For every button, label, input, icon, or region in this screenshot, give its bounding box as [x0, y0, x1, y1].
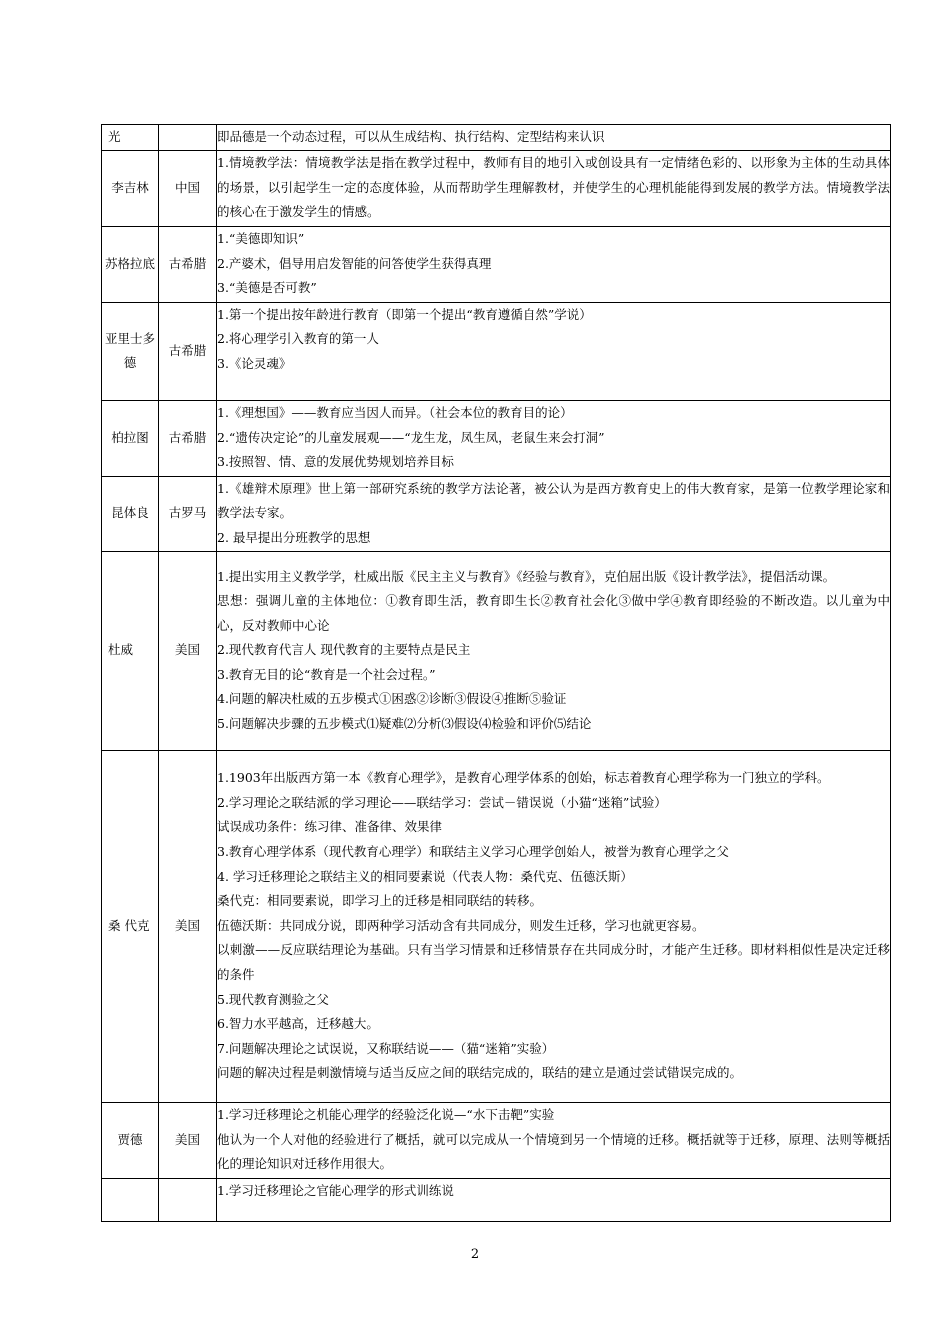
contribution-line: 6.智力水平越高，迁移越大。: [217, 1016, 379, 1032]
contribution-line: 2.产婆术，倡导用启发智能的问答使学生获得真理: [217, 255, 492, 271]
educator-name: 昆体良: [102, 476, 159, 551]
educator-name: 杜威: [102, 551, 159, 750]
contribution-line: 3.教育心理学体系（现代教育心理学）和联结主义学习心理学创始人，被誉为教育心理学之父: [217, 844, 729, 860]
contribution-line: 1.第一个提出按年龄进行教育（即第一个提出“教育遵循自然”学说）: [217, 306, 592, 322]
contribution-line: 1.“美德即知识”: [217, 231, 305, 247]
educators-table: [101, 124, 891, 1222]
educator-country: [159, 1178, 217, 1221]
contribution-line: 3.按照智、情、意的发展优势规划培养目标: [217, 454, 454, 470]
table-row: [102, 125, 891, 151]
educator-contributions: [217, 750, 891, 1102]
contribution-line: 1.1903年出版西方第一本《教育心理学》，是教育心理学体系的创始，标志着教育心理学称为一门独立的学科。: [217, 770, 830, 786]
educator-country: 古希腊: [159, 400, 217, 476]
educator-name: 苏格拉底: [102, 226, 159, 302]
contribution-line: 1.学习迁移理论之机能心理学的经验泛化说—“水下击靶”实验: [217, 1107, 555, 1123]
educator-name: 柏拉图: [102, 400, 159, 476]
educator-contributions: [217, 226, 891, 302]
contribution-line: 1.《理想国》——教育应当因人而异。（社会本位的教育目的论）: [217, 405, 573, 421]
educator-contributions: [217, 400, 891, 476]
contribution-line: 他认为一个人对他的经验进行了概括，就可以完成从一个情境到另一个情境的迁移。概括就等于迁移，原理、法则等概括化的理论知识对迁移作用很大。: [217, 1131, 890, 1172]
contribution-line: 2.将心理学引入教育的第一人: [217, 331, 379, 347]
educator-name: 贾德: [102, 1102, 159, 1178]
contribution-line: 1.学习迁移理论之官能心理学的形式训练说: [217, 1182, 454, 1198]
educator-country: 古希腊: [159, 302, 217, 400]
educator-contributions: [217, 1178, 891, 1221]
educator-name: 桑 代克: [102, 750, 159, 1102]
table-row: [102, 1178, 891, 1221]
educator-contributions: [217, 1102, 891, 1178]
contribution-line: 1.提出实用主义教学学，杜威出版《民主主义与教育》《经验与教育》，克伯屈出版《设计教学法》，提倡活动课。: [217, 568, 836, 584]
contribution-line: 1.情境教学法：情境教学法是指在教学过程中，教师有目的地引入或创设具有一定情绪色彩的、以形象为主体的生动具体的场景，以引起学生一定的态度体验，从而帮助学生理解教材，并使学生的心理机能能得到发展的教学方法。情境教学法的核心在于激发学生的情感。: [217, 155, 890, 220]
educator-country: [159, 125, 217, 151]
educator-country: 古罗马: [159, 476, 217, 551]
contribution-line: 5.现代教育测验之父: [217, 991, 329, 1007]
table-row: [102, 302, 891, 400]
table-row: [102, 750, 891, 1102]
table-row: [102, 476, 891, 551]
contribution-line: 2. 最早提出分班教学的思想: [217, 529, 371, 545]
table-row: [102, 551, 891, 750]
contribution-line: 即品德是一个动态过程，可以从生成结构、执行结构、定型结构来认识: [217, 129, 605, 144]
educator-name: 李吉林: [102, 150, 159, 226]
contribution-line: 思想：强调儿童的主体地位：①教育即生活，教育即生长②教育社会化③做中学④教育即经验的不断改造。以儿童为中心，反对教师中心论: [217, 593, 890, 633]
table-body: [102, 125, 891, 1222]
educator-name: [102, 1178, 159, 1221]
educator-contributions: [217, 302, 891, 400]
table-row: [102, 226, 891, 302]
educator-contributions: [217, 150, 891, 226]
contribution-line: 桑代克：相同要素说，即学习上的迁移是相同联结的转移。: [217, 893, 543, 909]
educator-contributions: [217, 476, 891, 551]
educator-country: 中国: [159, 150, 217, 226]
contribution-line: 试误成功条件：练习律、准备律、效果律: [217, 819, 443, 835]
contribution-line: 2.学习理论之联结派的学习理论——联结学习：尝试－错误说（小猫“迷箱”试验）: [217, 794, 667, 810]
educator-country: 美国: [159, 1102, 217, 1178]
educator-country: 古希腊: [159, 226, 217, 302]
educator-country: 美国: [159, 750, 217, 1102]
contribution-line: 3.《论灵魂》: [217, 355, 292, 371]
contribution-line: 2.“遗传决定论”的儿童发展观——“龙生龙，凤生凤，老鼠生来会打洞”: [217, 429, 605, 445]
contribution-line: 2.现代教育代言人 现代教育的主要特点是民主: [217, 642, 471, 658]
contribution-line: 3.教育无目的论“教育是一个社会过程。”: [217, 666, 436, 682]
contribution-line: 1.《雄辩术原理》世上第一部研究系统的教学方法论著，被公认为是西方教育史上的伟大教育家，是第一位教学理论家和教学法专家。: [217, 480, 890, 521]
educator-contributions: [217, 551, 891, 750]
table-row: [102, 400, 891, 476]
contribution-line: 4. 学习迁移理论之联结主义的相同要素说（代表人物：桑代克、伍德沃斯）: [217, 868, 633, 884]
educator-name: 亚里士多德: [102, 302, 159, 400]
educator-contributions: [217, 125, 891, 151]
contribution-line: 问题的解决过程是刺激情境与适当反应之间的联结完成的，联结的建立是通过尝试错误完成的。: [217, 1065, 743, 1081]
contribution-line: 7.问题解决理论之试误说，又称联结说——（猫“迷箱”实验）: [217, 1040, 555, 1056]
contribution-line: 以刺激——反应联结理论为基础。只有当学习情景和迁移情景存在共同成分时，才能产生迁移。即材料相似性是决定迁移的条件: [217, 942, 890, 982]
table-row: [102, 1102, 891, 1178]
table-row: [102, 150, 891, 226]
contribution-line: 3.“美德是否可教”: [217, 280, 317, 296]
educator-country: 美国: [159, 551, 217, 750]
contribution-line: 5.问题解决步骤的五步模式⑴疑难⑵分析⑶假设⑷检验和评价⑸结论: [217, 716, 592, 732]
contribution-line: 4.问题的解决杜威的五步模式①困惑②诊断③假设④推断⑤验证: [217, 691, 567, 707]
educator-name: 光: [102, 125, 159, 151]
contribution-line: 伍德沃斯：共同成分说，即两种学习活动含有共同成分，则发生迁移，学习也就更容易。: [217, 917, 705, 933]
page-number: 2: [470, 1247, 480, 1262]
